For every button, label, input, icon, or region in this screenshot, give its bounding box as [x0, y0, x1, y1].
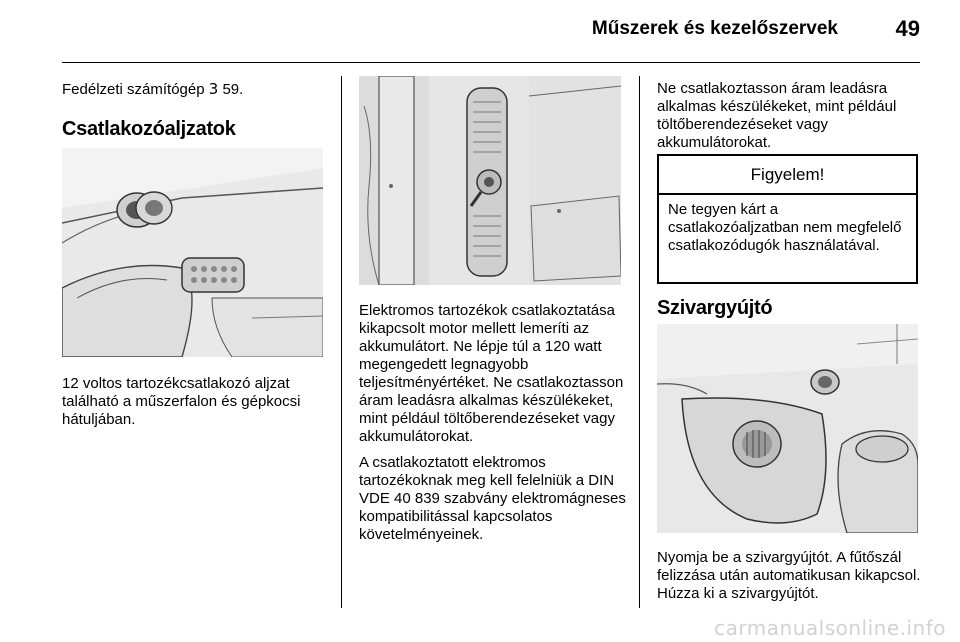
- watermark: carmanualsonline.info: [714, 616, 946, 640]
- page-header-title: Műszerek és kezelőszervek: [591, 18, 838, 39]
- warning-box: [657, 154, 918, 284]
- column-divider-2: [639, 76, 640, 608]
- cross-reference-label: Fedélzeti számítógép: [62, 81, 205, 98]
- lighter-figure: [657, 324, 918, 533]
- rear-wall-socket-illustration-icon: [359, 76, 621, 285]
- cross-reference[interactable]: [62, 80, 332, 99]
- power-limit-paragraph: Elektromos tartozékok csatlakoztatása kikapcsolt motor mellett lemeríti az akkumulátort. Ne lépje túl a 120 watt megengedett legnagyobb teljesítményértéket. Ne csatlakoztasson áram leadásra alkalmas készülékeket, mint például töltőberendezéseket vagy akkumulátorokat.: [359, 302, 624, 445]
- warning-text: Ne tegyen kárt a csatlakozóaljzatban nem megfelelő csatlakozódugók használatával.: [668, 201, 902, 254]
- 12-volt-socket-illustration-icon: [62, 148, 323, 357]
- socket-caption: 12 voltos tartozékcsatlakozó aljzat található a műszerfalon és gépkocsi hátuljában.: [62, 375, 301, 428]
- section-heading-sockets: Csatlakozóaljzatok: [62, 118, 236, 140]
- warning-title: Figyelem!: [659, 156, 916, 195]
- socket-figure: [62, 148, 323, 357]
- header-divider: [62, 62, 920, 63]
- middle-text-block: [359, 302, 631, 552]
- emc-standard-paragraph: A csatlakoztatott elektromos tartozékoknak meg kell felelniük a DIN VDE 40 839 szabvány elektromágneses kompatibilitással kapcsolatos követelményeinek.: [359, 454, 626, 543]
- cross-reference-arrow-icon: 3: [208, 80, 219, 98]
- lighter-caption: Nyomja be a szivargyújtót. A fűtőszál felizzása után automatikusan kikapcsol. Húzza ki a szivargyújtót.: [657, 549, 921, 602]
- cross-reference-page: 59.: [222, 81, 244, 98]
- rear-socket-figure: [359, 76, 621, 285]
- cigarette-lighter-illustration-icon: [657, 324, 918, 533]
- right-intro-paragraph: Ne csatlakoztasson áram leadásra alkalmas készülékeket, mint például töltőberendezéseket vagy akkumulátorokat.: [657, 80, 897, 151]
- section-heading-lighter: Szivargyújtó: [657, 297, 773, 319]
- column-divider-1: [341, 76, 342, 608]
- page-number: 49: [895, 16, 920, 41]
